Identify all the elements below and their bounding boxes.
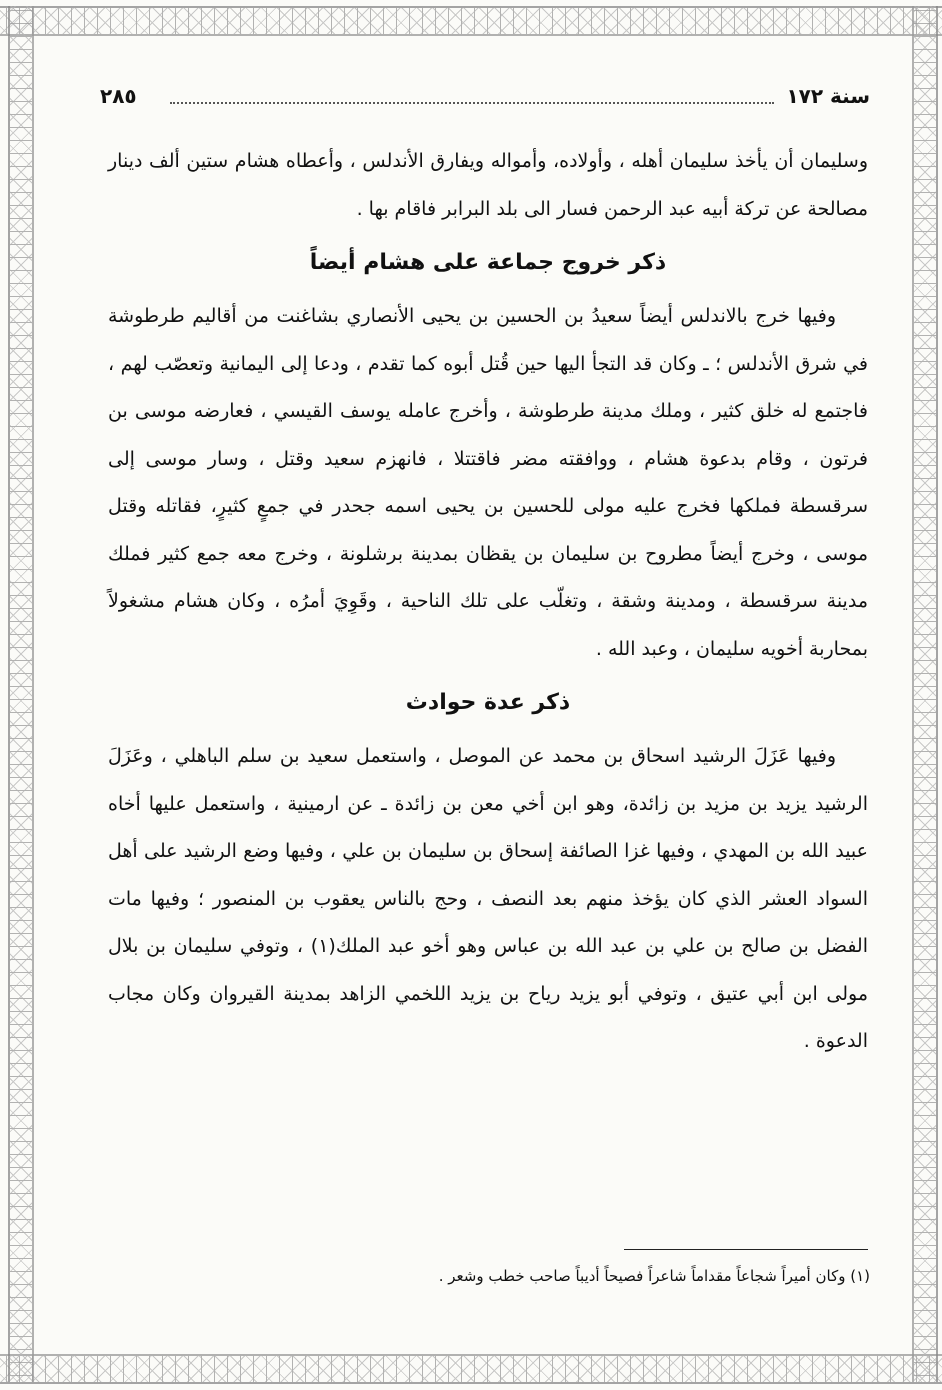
page-body [108, 138, 868, 1066]
page-header [100, 84, 870, 118]
footnote-divider [624, 1249, 868, 1250]
paragraph-3: وفيها عَزَلَ الرشيد اسحاق بن محمد عن الموصل ، واستعمل سعيد بن سلم الباهلي ، وعَزَلَ الرشيد يزيد بن مزيد بن زائدة، وهو ابن أخي معن بن زائدة ـ عن ارمينية ، واستعمل عليها أخاه عبيد الله بن المهدي ، وفيها غزا الصائفة إسحاق بن سليمان بن علي ، وفيها وضع الرشيد على أهل السواد العشر الذي كان يؤخذ منهم بعد النصف ، وحج بالناس يعقوب بن المنصور ؛ وفيها مات الفضل بن صالح بن علي بن عبد الله بن عباس وهو أخو عبد الملك(١) ، وتوفي سليمان بن بلال مولى ابن أبي عتيق ، وتوفي أبو يزيد رياح بن يزيد اللخمي الزاهد بمدينة القيروان وكان مجاب الدعوة . [108, 745, 869, 1052]
paragraph-2: وفيها خرج بالاندلس أيضاً سعيدُ بن الحسين بن يحيى الأنصاري بشاغنت من أقاليم طرطوشة في شرق الأندلس ؛ ـ وكان قد التجأ اليها حين قُتل أبوه كما تقدم ، ودعا إلى اليمانية وتعصّب لهم ، فاجتمع له خلق كثير ، وملك مدينة طرطوشة ، وأخرج عامله يوسف القيسي ، فعارضه موسى بن فرتون ، وقام بدعوة هشام ، ووافقته مضر فاقتتلا ، فانهزم سعيد وقتل ، وسار موسى إلى سرقسطة فملكها فخرج عليه مولى للحسين بن يحيى اسمه جحدر في جمعٍ كثيرٍ، فقاتله وقتل موسى ، وخرج أيضاً مطروح بن سليمان بن يقظان بمدينة برشلونة ، وخرج معه جمع كثير فملك مدينة سرقسطة ، ومدينة وشقة ، وتغلّب على تلك الناحية ، وقَوِيَ أمرُه ، وكان هشام مشغولاً بمحاربة أخويه سليمان ، وعبد الله . [108, 305, 868, 660]
decorative-border-left [8, 6, 34, 1382]
header-dotted-leader [170, 102, 774, 104]
section-heading-2: ذكر عدة حوادث [405, 690, 571, 715]
page-number: ٢٨٥ [100, 84, 137, 108]
section-heading-1: ذكر خروج جماعة على هشام أيضاً [309, 250, 667, 275]
paragraph-1: وسليمان أن يأخذ سليمان أهله ، وأولاده، وأمواله ويفارق الأندلس ، وأعطاه هشام ستين ألف دينار مصالحة عن تركة أبيه عبد الرحمن فسار الى بلد البرابر فاقام بها . [108, 150, 868, 220]
decorative-border-bottom [0, 1354, 942, 1384]
running-head-year: سنة ١٧٢ [786, 84, 870, 108]
footnote: (١) وكان أميراً شجاعاً مقداماً شاعراً فصيحاً أديباً صاحب خطب وشعر . [438, 1267, 870, 1285]
decorative-border-top [0, 6, 942, 36]
decorative-border-right [912, 6, 938, 1382]
